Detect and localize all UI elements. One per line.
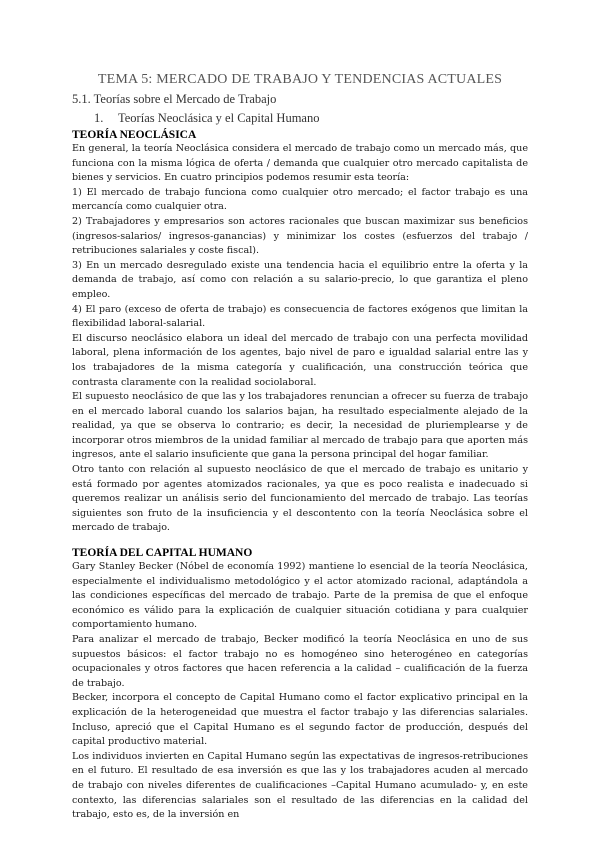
subsection-number: 1. (94, 111, 104, 125)
paragraph: El supuesto neoclásico de que las y los trabajadores renuncian a ofrecer su fuerza de trabajo en el mercado laboral cuando los salarios bajan, ha resultado especialmente alejado de la realidad, ya que se observa lo contrario; es decir, la necesidad de pluriemplearse y de incorporar otros miembros de la unidad familiar al mercado de trabajo para que aporten más ingresos, ante el salario insuficiente que gana la persona principal del hogar familiar. (72, 391, 528, 461)
paragraph: Para analizar el mercado de trabajo, Becker modificó la teoría Neoclásica en uno de sus supuestos básicos: el factor trabajo no es homogéneo sino heterogéneo en categorías ocupacionales y otros factores que hacen referencia a la calidad – cualificación de la fuerza de trabajo. (72, 634, 528, 689)
paragraph: Becker, incorpora el concepto de Capital Humano como el factor explicativo principal en la explicación de la heterogeneidad que muestra el factor trabajo y las diferencias salariales. Incluso, apreció que el Capital Humano es el segundo factor de producción, después del capital productivo material. (72, 692, 528, 748)
section-heading: 5.1. Teorías sobre el Mercado de Trabajo (72, 92, 277, 106)
neoclassical-heading: TEORÍA NEOCLÁSICA (72, 129, 197, 141)
paragraph: El discurso neoclásico elabora un ideal del mercado de trabajo con una perfecta movilidad laboral, plena información de los agentes, bajo nivel de paro e igualdad salarial entre las y los trabajadores de la misma categoría y cualificación, una construcción teórica que contrasta claramente con la realidad sociolaboral. (72, 332, 528, 388)
paragraph: En general, la teoría Neoclásica considera el mercado de trabajo como un mercado más, que funciona con la misma lógica de oferta / demanda que cualquier otro mercado capitalista de bienes y servicios. En cuatro principios podemos resumir esta teoría: (72, 143, 528, 184)
document-title: TEMA 5: MERCADO DE TRABAJO Y TENDENCIAS ACTUALES (97, 72, 503, 87)
principle-3: 3) En un mercado desregulado existe una tendencia hacia el equilibrio entre la oferta y la demanda de trabajo, así como con relación a su salario-precio, lo que garantiza el pleno empleo. (72, 259, 528, 300)
human-capital-heading: TEORÍA DEL CAPITAL HUMANO (72, 547, 253, 560)
principle-2: 2) Trabajadores y empresarios son actores racionales que buscan maximizar sus beneficios (ingresos-salarios/ ingresos-ganancias) y minimizar los costes (esfuerzos del trabajo / retribuciones salariales y coste fiscal). (72, 215, 528, 257)
subsection-label: Teorías Neoclásica y el Capital Humano (118, 111, 320, 125)
spacer (72, 536, 528, 546)
paragraph: Los individuos invierten en Capital Humano según las expectativas de ingresos-retribuciones en el futuro. El resultado de esa inversión es que las y los trabajadores acuden al mercado de trabajo con niveles diferentes de cualificaciones –Capital Humano acumulado- y, en este contexto, las diferencias salariales son el resultado de las diferencias en la calidad del trabajo, esto es, de la inversión en (72, 750, 528, 821)
principle-1: 1) El mercado de trabajo funciona como cualquier otro mercado; el factor trabajo es una mercancía como cualquier otra. (72, 186, 528, 213)
paragraph: Gary Stanley Becker (Nóbel de economía 1992) mantiene lo esencial de la teoría Neoclásica, especialmente el individualismo metodológico y el actor atomizado racional, adaptándola a las condiciones específicas del mercado de trabajo. Parte de la premisa de que el enfoque económico es válido para la explicación de cualquier situación cotidiana y para cualquier comportamiento humano. (72, 561, 528, 631)
subsection-heading (94, 111, 528, 126)
paragraph: Otro tanto con relación al supuesto neoclásico de que el mercado de trabajo es unitario y está formado por agentes atomizados racionales, ya que es poco realista e inadecuado si queremos realizar un análisis serio del funcionamiento del mercado de trabajo. Las teorías siguientes son fruto de la insuficiencia y el descontento con la teoría Neoclásica sobre el mercado de trabajo. (72, 464, 528, 534)
principle-4: 4) El paro (exceso de oferta de trabajo) es consecuencia de factores exógenos que limitan la flexibilidad laboral-salarial. (72, 303, 528, 330)
